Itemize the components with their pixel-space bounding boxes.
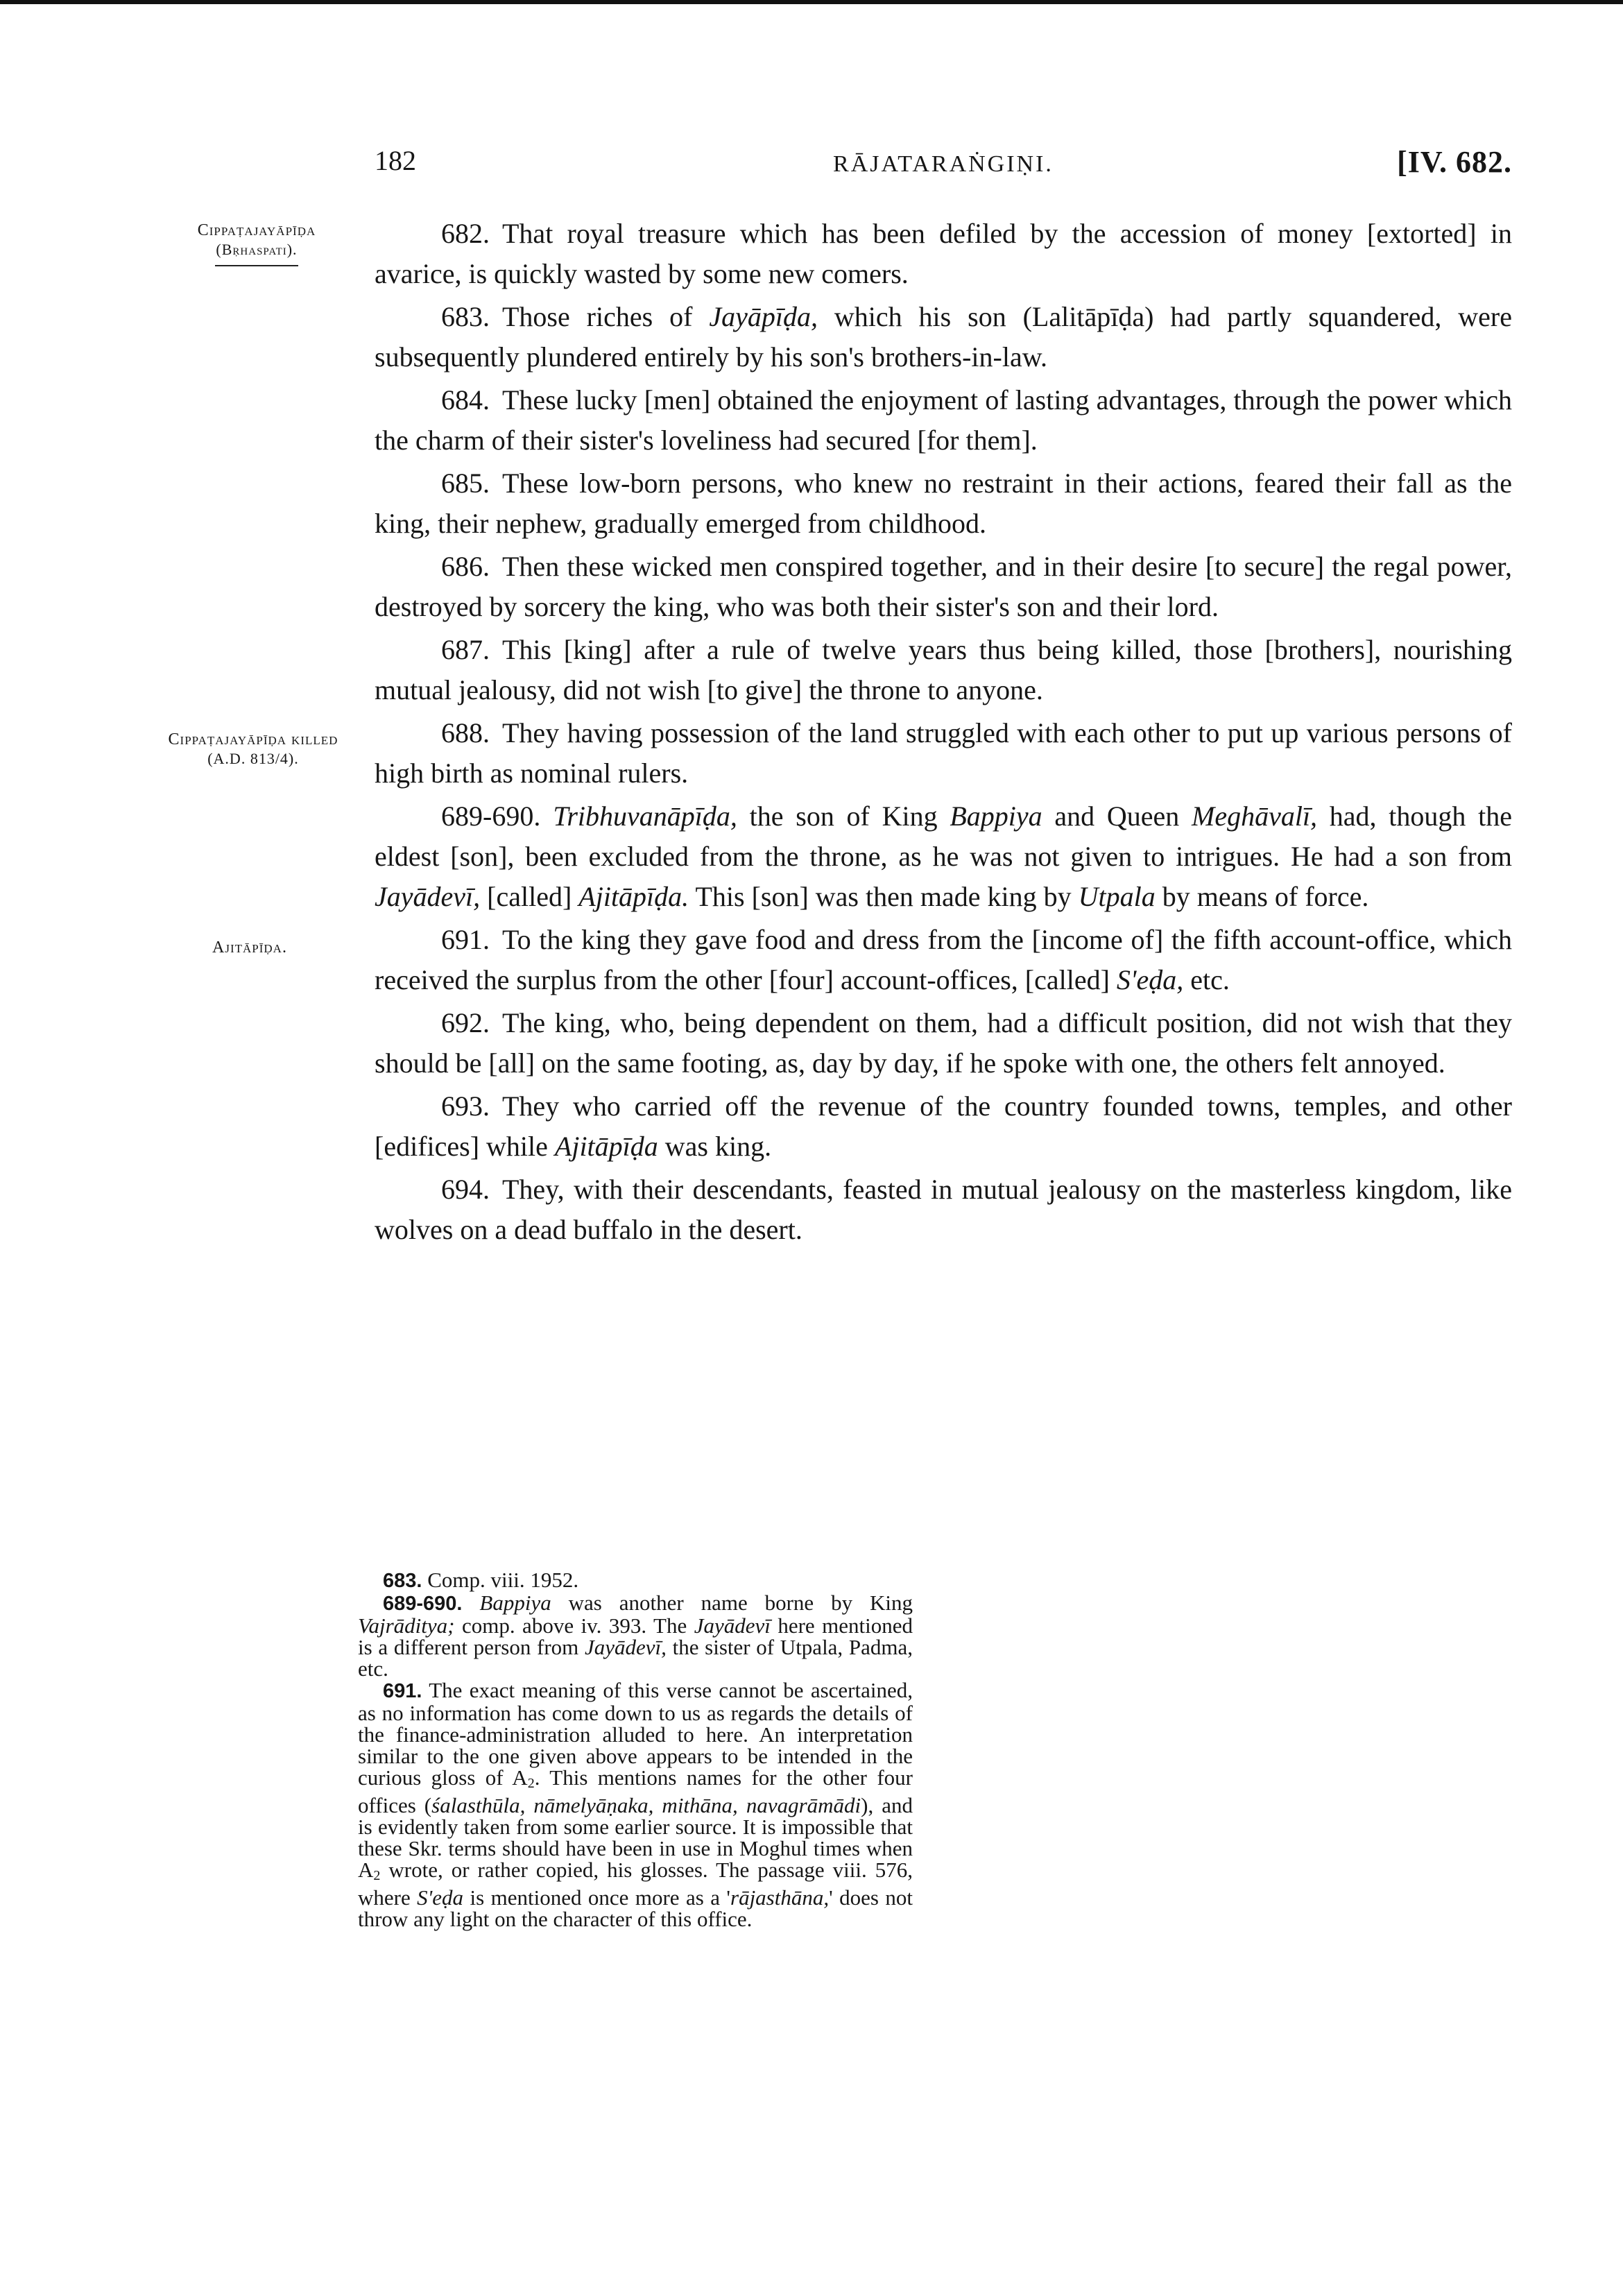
margin-note-line: Cippaṭajayāpīḍa	[197, 221, 316, 239]
footnote-text: was another name borne by King	[551, 1591, 913, 1615]
verse-687	[375, 630, 1512, 710]
verse-684	[375, 380, 1512, 461]
footnote-text: here mentioned is a different person from	[358, 1613, 913, 1659]
running-title: RĀJATARAṄGIṆI.	[833, 151, 1054, 177]
footnote-number: 683.	[383, 1570, 422, 1592]
footnote-italic: S'eḍa	[417, 1885, 464, 1910]
verse-text: These lucky [men] obtained the enjoyment of lasting advantages, through the power which the charm of their sister's loveliness had secured [for them].	[375, 384, 1512, 456]
footnote-text: ), and is evidently taken from some earlier source. It is impossible that these Skr. terms should have been in use in Moghul times when A	[358, 1793, 913, 1882]
margin-note-line: (Bṛhaspati).	[216, 241, 298, 258]
verse-694	[375, 1170, 1512, 1250]
verse-number: 694.	[441, 1174, 490, 1205]
verse-683	[375, 297, 1512, 377]
footnote-italic: Jayādevī	[694, 1613, 771, 1638]
verse-text: Those riches of	[502, 301, 710, 332]
verse-italic: Ajitāpīḍa.	[578, 881, 689, 912]
footnote-683	[358, 1569, 913, 1592]
verse-text: This [king] after a rule of twelve years thus being killed, those [brothers], nourishing mutual jealousy, did not wish [to give] the throne to anyone.	[375, 634, 1512, 705]
verse-text: was king.	[658, 1131, 772, 1162]
verse-text: and Queen	[1042, 800, 1192, 832]
margin-note-rule	[215, 265, 298, 266]
verse-number: 683.	[441, 301, 490, 332]
verse-text: etc.	[1183, 964, 1230, 995]
margin-note-ajitapida	[139, 938, 361, 957]
verse-italic: Tribhuvanāpīḍa,	[553, 800, 737, 832]
verse-number: 685.	[441, 468, 490, 499]
footnote-text: comp. above iv. 393. The	[454, 1613, 694, 1638]
section-reference: [IV. 682.	[1397, 145, 1512, 179]
footnote-subscript: 2	[373, 1868, 381, 1883]
footnotes-right-column	[949, 1569, 1504, 1860]
verse-number: 689-690.	[441, 800, 541, 832]
margin-note-killed	[125, 730, 381, 769]
verse-692	[375, 1003, 1512, 1083]
verse-682	[375, 214, 1512, 294]
verse-text: [called]	[480, 881, 579, 912]
margin-note-cippatajayapida	[139, 221, 375, 266]
verse-text: They having possession of the land struggled with each other to put up various persons of high birth as nominal rulers.	[375, 717, 1512, 789]
footnote-text: the sister of Utpala, Padma, etc.	[358, 1635, 913, 1681]
footnote-text: is mentioned once more as a '	[463, 1885, 730, 1910]
verse-text: To the king they gave food and dress from the [income of] the fifth account-office, which received the surplus from the other [four] account-offices, [called]	[375, 924, 1512, 995]
verse-number: 691.	[441, 924, 490, 955]
verse-text: had, though the eldest [son], been excluded from the throne, as he was not given to intrigues. He had a son from	[375, 800, 1512, 872]
margin-note-line: (A.D. 813/4).	[207, 750, 299, 767]
verse-italic: Bappiya	[950, 800, 1042, 832]
page-header	[375, 144, 1512, 186]
verse-text: Then these wicked men conspired together, and in their desire [to secure] the regal power, destroyed by sorcery the king, who was both their sister's son and their lord.	[375, 551, 1512, 622]
footnote-italic: Bappiya	[479, 1591, 551, 1615]
verse-693	[375, 1086, 1512, 1167]
verse-685	[375, 463, 1512, 544]
verse-691	[375, 920, 1512, 1000]
verse-italic: Jayādevī,	[375, 881, 481, 912]
verse-text: the son of King	[737, 800, 950, 832]
margin-note-line: Ajitāpīḍa.	[212, 939, 287, 957]
footnote-689-690	[358, 1592, 913, 1679]
verse-689-690	[375, 796, 1512, 917]
verse-italic: S'eḍa,	[1116, 964, 1184, 995]
footnote-text: The exact meaning of this verse cannot be ascertained, as no information has come down to us as regards the details of the finance-administration alluded to here. An interpretation similar to the one given above appears to be intended in the curious gloss of A	[358, 1678, 913, 1790]
footnote-italic: Vajrāditya;	[358, 1613, 455, 1638]
verse-italic: Meghāvalī,	[1192, 800, 1318, 832]
main-text	[375, 214, 1512, 1253]
footnote-text: wrote, or rather copied, his glosses. The passage viii. 576, where	[358, 1858, 913, 1910]
footnote-691	[358, 1679, 913, 1930]
footnote-italic: Jayādevī,	[584, 1635, 667, 1659]
verse-number: 688.	[441, 717, 490, 748]
verse-number: 692.	[441, 1007, 490, 1038]
verse-text: which his son (Lalitāpīḍa) had partly squandered, were subsequently plundered entirely by his son's brothers-in-law.	[375, 301, 1512, 372]
verse-number: 686.	[441, 551, 490, 582]
margin-note-line: Cippaṭajayāpīḍa killed	[168, 730, 338, 748]
verse-text: by means of force.	[1155, 881, 1369, 912]
verse-number: 687.	[441, 634, 490, 665]
footnote-italic: rājasthāna,	[730, 1885, 830, 1910]
verse-number: 682.	[441, 218, 490, 249]
footnote-number: 689-690.	[383, 1593, 463, 1615]
verse-text: These low-born persons, who knew no restraint in their actions, feared their fall as the king, their nephew, gradually emerged from childhood.	[375, 468, 1512, 539]
verse-italic: Jayāpīḍa,	[709, 301, 818, 332]
verse-number: 684.	[441, 384, 490, 415]
verse-text: The king, who, being dependent on them, had a difficult position, did not wish that they should be [all] on the same footing, as, day by day, if he spoke with one, the others felt annoyed.	[375, 1007, 1512, 1079]
verse-text: They, with their descendants, feasted in mutual jealousy on the masterless kingdom, like wolves on a dead buffalo in the desert.	[375, 1174, 1512, 1245]
verse-688	[375, 713, 1512, 794]
verse-686	[375, 547, 1512, 627]
footnote-text: Comp. viii. 1952.	[422, 1568, 579, 1592]
verse-text: They who carried off the revenue of the country founded towns, temples, and other [edifices] while	[375, 1090, 1512, 1162]
footnote-text: ' does not throw any light on the character of this office.	[358, 1885, 913, 1931]
footnote-italic: śalasthūla, nāmelyāṇaka, mithāna, navagrāmādi	[431, 1793, 861, 1817]
footnote-number: 691.	[383, 1680, 422, 1702]
verse-number: 693.	[441, 1090, 490, 1122]
footnotes-left-column	[358, 1569, 913, 1930]
verse-italic: Ajitāpīḍa	[554, 1131, 658, 1162]
verse-text: That royal treasure which has been defiled by the accession of money [extorted] in avarice, is quickly wasted by some new comers.	[375, 218, 1512, 289]
top-border-line	[0, 0, 1623, 4]
footnote-text: . This mentions names for the other four offices (	[358, 1765, 913, 1817]
verse-text: This [son] was then made king by	[689, 881, 1079, 912]
page-number: 182	[375, 145, 416, 176]
footnote-continuation	[949, 1569, 1504, 1570]
verse-italic: Utpala	[1078, 881, 1156, 912]
footnote-subscript: 2	[527, 1776, 535, 1791]
